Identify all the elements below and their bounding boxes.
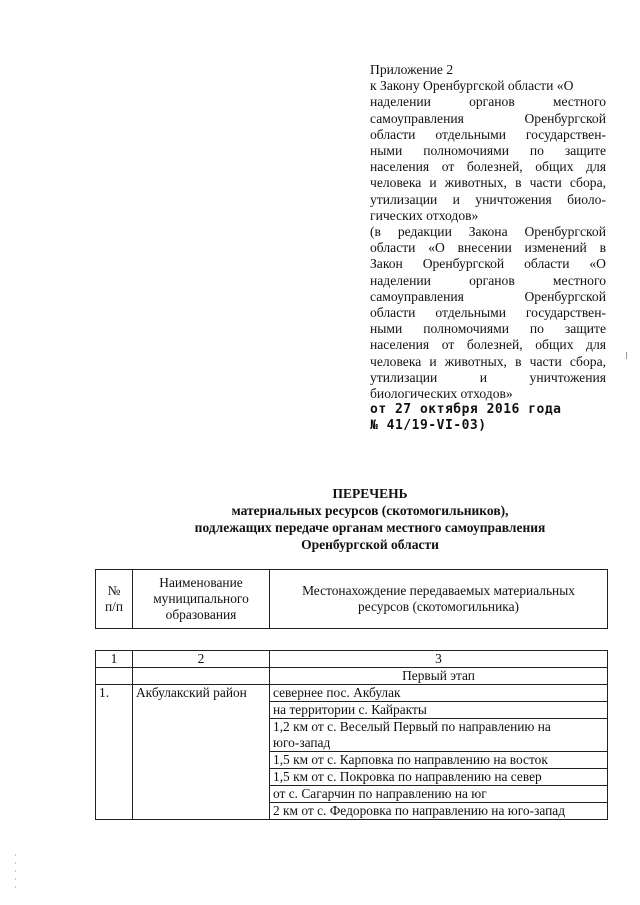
column-index-row xyxy=(96,651,608,668)
appendix-line: Закон Оренбургской области «О xyxy=(370,256,606,272)
amendment-date: от 27 октября 2016 года xyxy=(370,402,562,418)
appendix-line: к Закону Оренбургской области «О xyxy=(370,78,574,94)
margin-scan-marks: · · · · · xyxy=(14,851,17,892)
resources-table xyxy=(95,650,608,820)
appendix-note xyxy=(370,62,606,435)
appendix-line: утилизации и уничтожения xyxy=(370,369,606,385)
appendix-line: человека и животных, в части сбора, xyxy=(370,353,606,369)
index-cell: 1 xyxy=(96,651,133,668)
appendix-line: наделении органов местного xyxy=(370,272,606,288)
location-cell: 1,5 км от с. Карповка по направлению на восток xyxy=(270,752,608,769)
appendix-line: населения от болезней, общих для xyxy=(370,337,606,353)
row-number: 1. xyxy=(96,685,133,820)
title-subline: материальных ресурсов (скотомогильников), xyxy=(231,503,509,518)
table-header xyxy=(95,569,608,629)
appendix-line: области отдельными государствен- xyxy=(370,305,606,321)
title-subline: Оренбургской области xyxy=(301,537,439,552)
appendix-line: утилизации и уничтожения биоло- xyxy=(370,191,606,207)
document-title xyxy=(90,485,640,553)
appendix-line: ными полномочиями по защите xyxy=(370,321,606,337)
stage-row xyxy=(96,668,608,685)
appendix-line: человека и животных, в части сбора, xyxy=(370,175,606,191)
stage-label: Первый этап xyxy=(270,668,608,685)
title-heading: ПЕРЕЧЕНЬ xyxy=(332,486,408,501)
appendix-line: наделении органов местного xyxy=(370,94,606,110)
appendix-line: гических отходов» xyxy=(370,207,479,223)
appendix-line: ными полномочиями по защите xyxy=(370,143,606,159)
index-cell: 2 xyxy=(133,651,270,668)
location-cell: на территории с. Кайракты xyxy=(270,702,608,719)
title-subline: подлежащих передаче органам местного самоуправления xyxy=(194,520,546,535)
location-cell: севернее пос. Акбулак xyxy=(270,685,608,702)
column-header-location: Местонахождение передаваемых материальных ресурсов (скотомогильника) xyxy=(270,570,608,629)
column-header-municipality: Наименование муниципального образования xyxy=(133,570,270,629)
scan-tick-mark xyxy=(626,352,627,359)
location-cell: 1,5 км от с. Покровка по направлению на север xyxy=(270,769,608,786)
location-cell: 2 км от с. Федоровка по направлению на юго-запад xyxy=(270,803,608,820)
appendix-line: населения от болезней, общих для xyxy=(370,159,606,175)
appendix-line: области «О внесении изменений в xyxy=(370,240,606,256)
table-header-row xyxy=(96,570,608,629)
appendix-line: самоуправления Оренбургской xyxy=(370,110,606,126)
appendix-line: (в редакции Закона Оренбургской xyxy=(370,224,606,240)
amendment-number: № 41/19-VI-03) xyxy=(370,418,487,434)
column-header-number: № п/п xyxy=(96,570,133,629)
location-cell: от с. Сагарчин по направлению на юг xyxy=(270,786,608,803)
appendix-line: самоуправления Оренбургской xyxy=(370,288,606,304)
location-cell: 1,2 км от с. Веселый Первый по направлению на юго-запад xyxy=(270,719,608,752)
appendix-line: области отдельными государствен- xyxy=(370,126,606,142)
district-name: Акбулакский район xyxy=(133,685,270,820)
table-row xyxy=(96,685,608,702)
appendix-line: биологических отходов» xyxy=(370,386,513,402)
index-cell: 3 xyxy=(270,651,608,668)
appendix-line: Приложение 2 xyxy=(370,62,454,77)
